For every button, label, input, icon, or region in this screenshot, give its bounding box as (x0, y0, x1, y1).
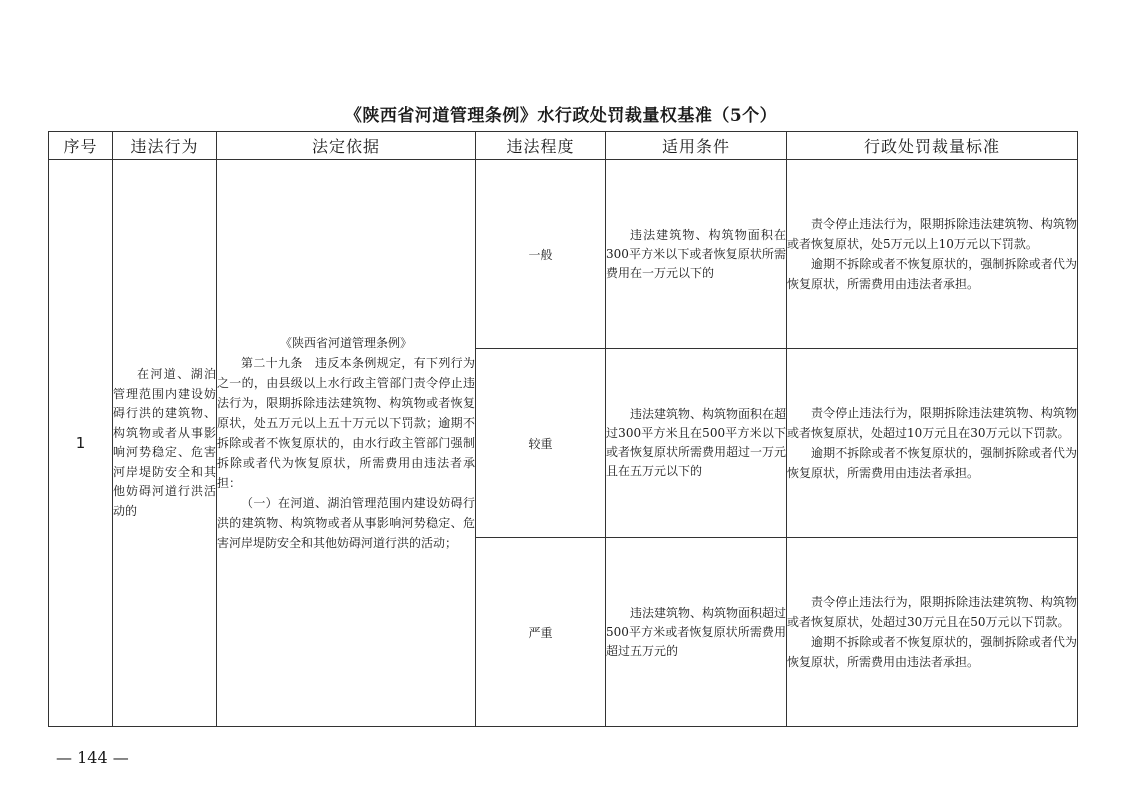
condition-serious (606, 349, 787, 538)
condition-general (606, 160, 787, 349)
row-seq: 1 (49, 160, 113, 727)
basis-item: （一）在河道、湖泊管理范围内建设妨碍行洪的建筑物、构筑物或者从事影响河势稳定、危害河岸堤防安全和其他妨碍河道行洪的活动； (217, 496, 475, 550)
degree-serious: 较重 (476, 349, 606, 538)
standard-serious (787, 349, 1078, 538)
header-basis: 法定依据 (217, 132, 476, 160)
standard-severe (787, 538, 1078, 727)
condition-severe (606, 538, 787, 727)
header-seq: 序号 (49, 132, 113, 160)
standard-general-text-2: 逾期不拆除或者不恢复原状的，强制拆除或者代为恢复原状，所需费用由违法者承担。 (787, 257, 1077, 291)
condition-serious-text: 违法建筑物、构筑物面积在超过300平方米且在500平方米以下或者恢复原状所需费用超过一万元且在五万元以下的 (606, 407, 787, 478)
standard-general-text-1: 责令停止违法行为，限期拆除违法建筑物、构筑物或者恢复原状，处5万元以上10万元以下罚款。 (787, 217, 1077, 251)
standard-severe-text-2: 逾期不拆除或者不恢复原状的，强制拆除或者代为恢复原状，所需费用由违法者承担。 (787, 635, 1077, 669)
header-behavior: 违法行为 (113, 132, 217, 160)
degree-severe: 严重 (476, 538, 606, 727)
row-basis (217, 160, 476, 727)
standard-serious-text-1: 责令停止违法行为，限期拆除违法建筑物、构筑物或者恢复原状，处超过10万元且在30万元以下罚款。 (787, 406, 1077, 440)
header-standard: 行政处罚裁量标准 (787, 132, 1078, 160)
page-title: 《陕西省河道管理条例》水行政处罚裁量权基准（5个） (344, 106, 778, 126)
standard-general (787, 160, 1078, 349)
page-number: — 144 — (56, 748, 129, 767)
table-row (49, 160, 1078, 349)
standard-serious-text-2: 逾期不拆除或者不恢复原状的，强制拆除或者代为恢复原状，所需费用由违法者承担。 (787, 446, 1077, 480)
basis-article: 第二十九条 违反本条例规定，有下列行为之一的，由县级以上水行政主管部门责令停止违法行为，限期拆除违法建筑物、构筑物或者恢复原状，处五万元以上五十万元以下罚款；逾期不拆除或者不恢复原状的，由水行政主管部门强制拆除或者代为恢复原状，所需费用由违法者承担： (217, 356, 475, 490)
table-header-row (49, 132, 1078, 160)
header-degree: 违法程度 (476, 132, 606, 160)
condition-severe-text: 违法建筑物、构筑物面积超过500平方米或者恢复原状所需费用超过五万元的 (606, 605, 787, 658)
degree-general: 一般 (476, 160, 606, 349)
behavior-text: 在河道、湖泊管理范围内建设妨碍行洪的建筑物、构筑物或者从事影响河势稳定、危害河岸堤防安全和其他妨碍河道行洪活动的 (113, 367, 216, 518)
row-behavior (113, 160, 217, 727)
discretion-table (48, 131, 1078, 727)
basis-source: 《陕西省河道管理条例》 (279, 336, 412, 350)
condition-general-text: 违法建筑物、构筑物面积在300平方米以下或者恢复原状所需费用在一万元以下的 (606, 227, 786, 280)
header-condition: 适用条件 (606, 132, 787, 160)
standard-severe-text-1: 责令停止违法行为，限期拆除违法建筑物、构筑物或者恢复原状，处超过30万元且在50万元以下罚款。 (787, 595, 1077, 629)
